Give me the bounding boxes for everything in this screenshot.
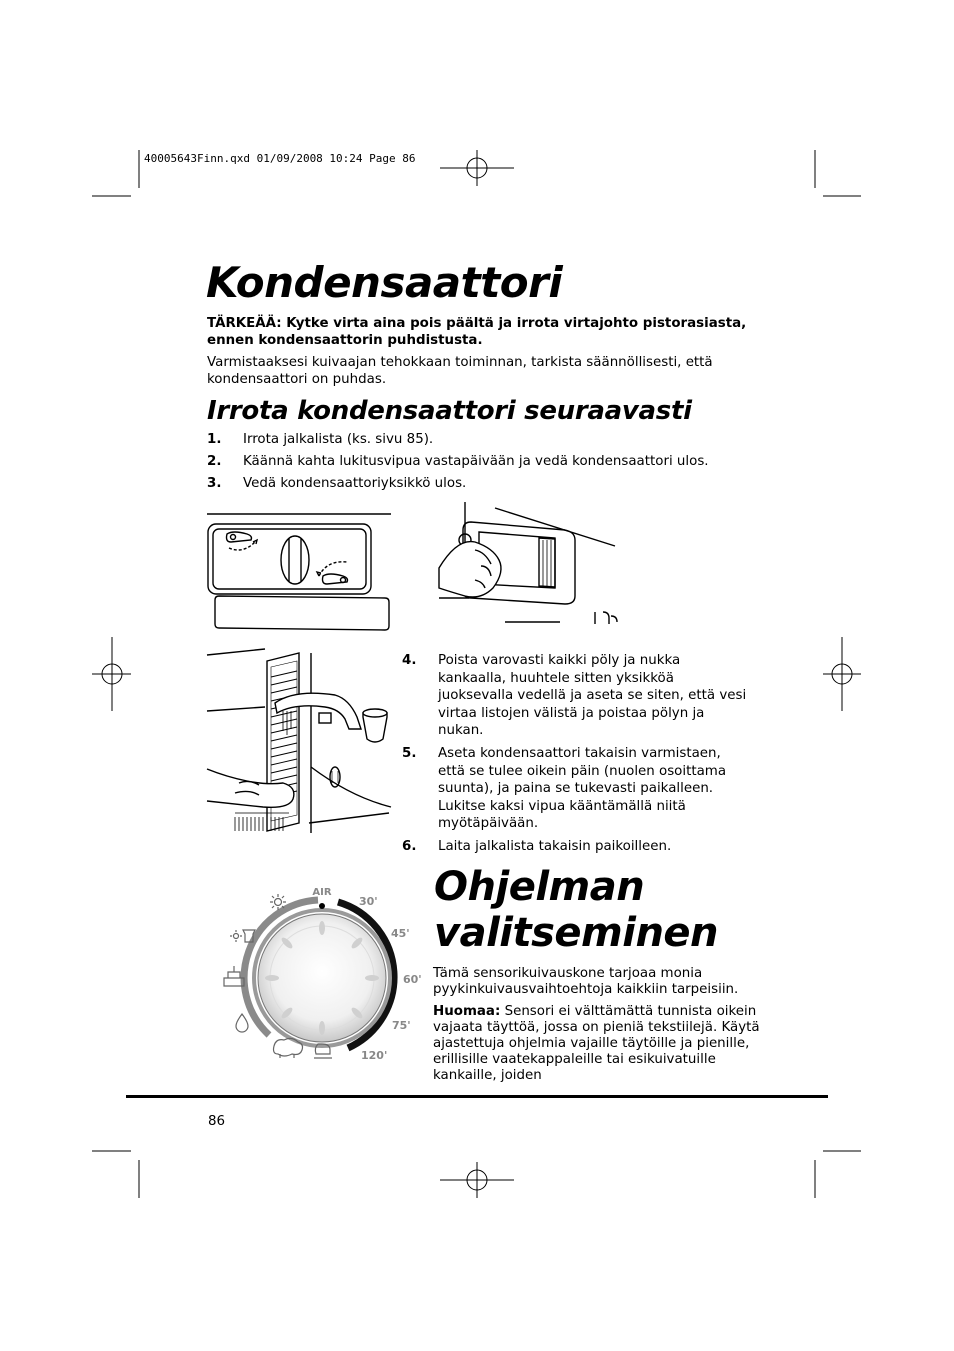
list-item: 4. Poista varovasti kaikki pöly ja nukka kankaalla, huuhtele sitten yksikköä juoksevalla vedellä ja aseta se siten, että vesi virtaa listojen välistä ja poistaa pölyn ja nukan. — [402, 653, 747, 739]
registration-mark-top — [440, 150, 514, 186]
illustration-pull-condenser — [435, 502, 625, 627]
registration-mark-right — [823, 637, 861, 711]
program-intro: Tämä sensorikuivauskone tarjoaa monia pyykinkuivausvaihtoehtoja kaikkiin tarpeisiin. — [433, 966, 739, 997]
section-subtitle: Irrota kondensaattori seuraavasti — [207, 396, 692, 426]
program-dial — [220, 880, 420, 1080]
list-item: 3. Vedä kondensaattoriyksikkö ulos. — [207, 476, 467, 491]
illustration-lock-levers — [205, 510, 395, 635]
dial-label-air: AIR — [312, 887, 332, 898]
dial-label-45: 45' — [391, 927, 410, 940]
section-title-2: Ohjelman valitseminen — [434, 864, 719, 956]
note-text: Sensori ei välttämättä tunnista oikein vajaata täyttöä, jossa on pieniä tekstiilejä. Käytä ajastettuja ohjelmia vajaille täytöille ja pienille, erillisille vaatekappaleille tai esikuivatuille kankaille, joiden — [433, 1004, 760, 1083]
list-item: 5. Aseta kondensaattori takaisin varmistaen, että se tulee oikein päin (nuolen osoittama suunta), ja paina se tukevasti paikalleen. Lukitse kaksi vipua kääntämällä niitä myötäpäivään. — [402, 745, 727, 832]
important-notice: TÄRKEÄÄ: Kytke virta aina pois päältä ja irrota virtajohto pistorasiasta, ennen kondensaattorin puhdistusta. — [207, 316, 747, 348]
note-label: Huomaa: — [433, 1004, 501, 1019]
wool-icon — [274, 1038, 303, 1058]
steps-list-2 — [402, 652, 747, 861]
list-item: 6. Laita jalkalista takaisin paikoilleen. — [402, 838, 672, 854]
page-number: 86 — [208, 1114, 226, 1129]
dial-label-120: 120' — [361, 1049, 388, 1062]
footer-rule — [126, 1095, 828, 1098]
dial-label-30: 30' — [359, 895, 378, 908]
dial-label-60: 60' — [403, 973, 422, 986]
registration-mark-left — [92, 637, 131, 711]
page-title: Kondensaattori — [206, 258, 563, 307]
illustration-rinse-condenser — [205, 647, 395, 837]
sun-icon — [270, 894, 286, 910]
registration-mark-bottom — [440, 1162, 514, 1198]
steps-list — [207, 431, 767, 497]
iron-dry-icon — [236, 1014, 248, 1032]
dial-label-75: 75' — [392, 1019, 411, 1032]
program-note — [433, 1004, 763, 1084]
list-item: 1. Irrota jalkalista (ks. sivu 85). — [207, 432, 434, 447]
file-slug: 40005643Finn.qxd 01/09/2008 10:24 Page 86 — [144, 152, 416, 165]
list-item: 2. Käännä kahta lukitusvipua vastapäivään ja vedä kondensaattori ulos. — [207, 454, 709, 469]
intro-paragraph: Varmistaaksesi kuivaajan tehokkaan toiminnan, tarkista säännöllisesti, että kondensaattori on puhdas. — [207, 355, 713, 387]
